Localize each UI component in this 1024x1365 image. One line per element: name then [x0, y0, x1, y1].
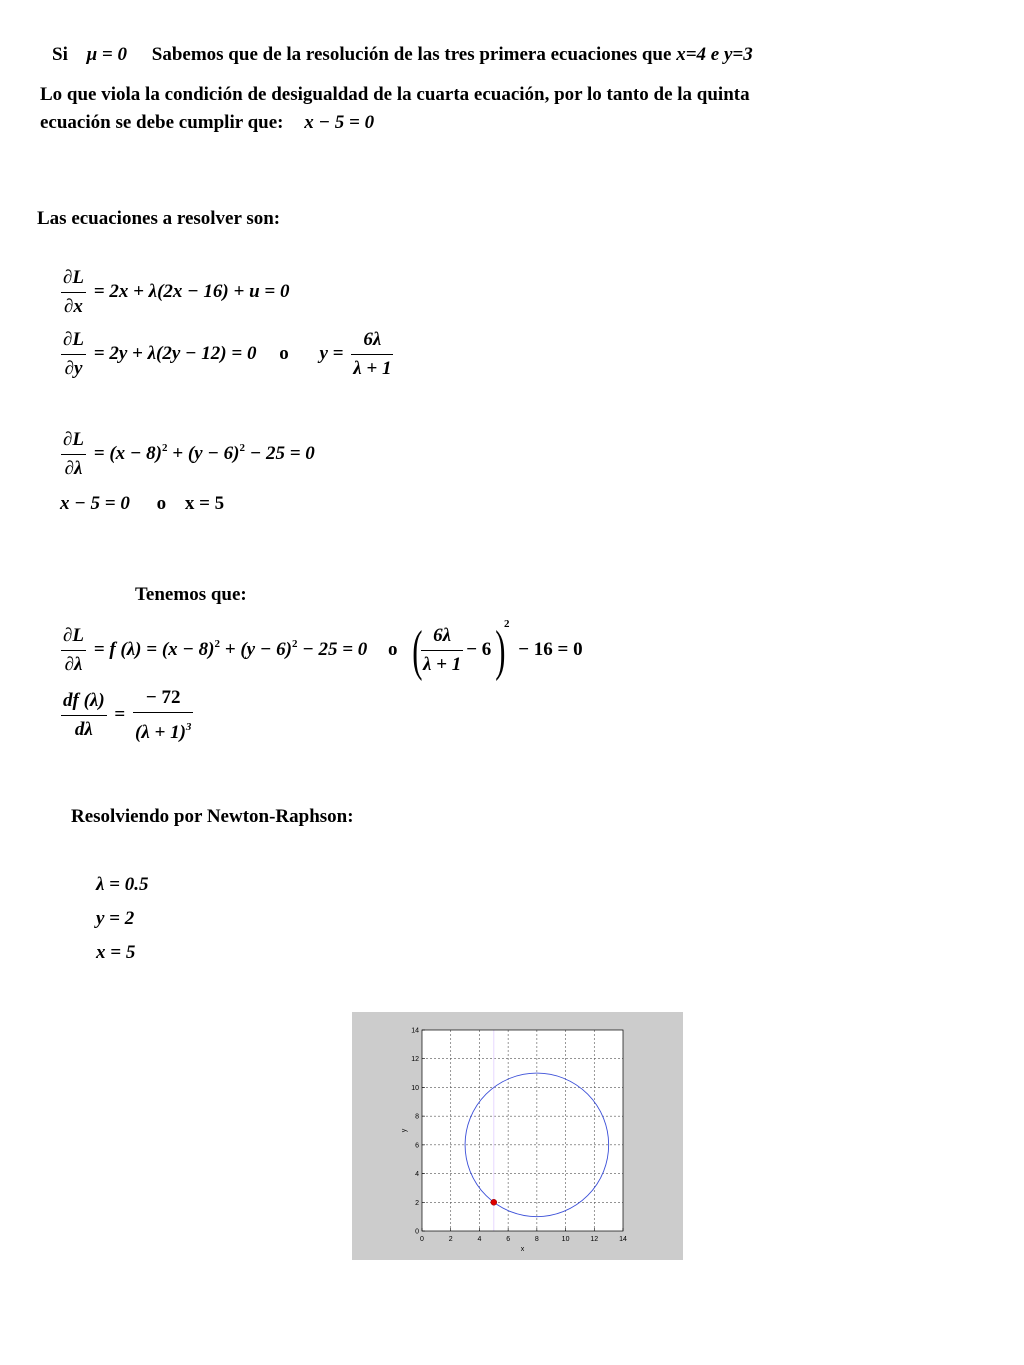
x-tick-label: 10: [561, 1236, 570, 1243]
fraction-dL-dy: [61, 328, 86, 381]
x-tick-label: 12: [590, 1236, 599, 1243]
frac-num: ∂L: [61, 266, 86, 293]
frac-den: dλ: [74, 719, 93, 740]
den-text: (λ + 1): [135, 722, 186, 743]
mu-equation: μ = 0: [86, 44, 128, 65]
fraction-dL-dlambda-2: [61, 624, 86, 677]
equation-f-lambda: [58, 618, 583, 682]
result-x: x = 5: [96, 942, 136, 963]
x-tick-label: 8: [534, 1236, 539, 1243]
x-tick-label: 14: [619, 1236, 627, 1243]
or-word: o: [388, 639, 398, 660]
frac-num: ∂L: [61, 428, 86, 455]
si-text: Si: [52, 44, 68, 65]
minus-sixteen: − 16 = 0: [518, 639, 583, 660]
or-word: o: [156, 493, 167, 514]
exponent: 2: [214, 638, 220, 650]
eq3-rhs-a: = (x − 8): [93, 442, 162, 464]
frac-num: ∂L: [61, 624, 86, 651]
section-title-ecuaciones: Las ecuaciones a resolver son:: [37, 208, 281, 229]
frac-num: 6λ: [421, 624, 463, 651]
frac-den: [133, 713, 193, 745]
equation-derivative: [58, 686, 196, 745]
left-paren: (: [412, 619, 423, 682]
f-rhs-c: − 25 = 0: [302, 639, 368, 660]
x-tick-label: 0: [420, 1236, 424, 1243]
exponent: 2: [291, 638, 298, 650]
exponent: 3: [185, 721, 192, 733]
x-axis-label: x: [520, 1246, 525, 1253]
y-tick-label: 2: [415, 1199, 419, 1207]
frac-num: ∂L: [61, 328, 86, 355]
frac-den: ∂y: [64, 358, 83, 379]
fraction-minus72: [133, 686, 193, 745]
eq4-alt: x = 5: [184, 493, 225, 514]
eq2-rhs: = 2y + λ(2y − 12) = 0: [93, 342, 257, 364]
x-tick-label: 6: [506, 1236, 511, 1243]
equation-dL-dy: [58, 328, 396, 381]
plot-area: [422, 1030, 623, 1231]
fraction-6lambda: [351, 328, 393, 381]
frac-den: ∂λ: [64, 654, 83, 676]
exponent: 2: [162, 441, 168, 454]
y-tick-label: 14: [411, 1027, 419, 1035]
solution-point: [491, 1199, 497, 1205]
y-equals: y =: [319, 342, 344, 364]
eq3-rhs-b: + (y − 6): [172, 442, 240, 464]
frac-num: 6λ: [351, 328, 393, 355]
equation-x-minus-5: [60, 493, 224, 515]
equation-dL-dx: [58, 266, 289, 319]
or-word: o: [279, 342, 289, 364]
frac-den: λ + 1: [422, 654, 462, 676]
plot-figure: [352, 1012, 683, 1260]
intro-line-1: [52, 44, 753, 66]
f-rhs-a: = f (λ) = (x − 8): [93, 639, 215, 660]
xy-values: x=4 e y=3: [676, 44, 753, 65]
y-tick-label: 10: [411, 1084, 419, 1092]
f-rhs-b: + (y − 6): [224, 639, 292, 660]
y-tick-label: 4: [415, 1171, 419, 1179]
frac-den: ∂x: [64, 296, 83, 317]
fraction-6lambda-2: [421, 624, 463, 677]
y-axis-label: y: [401, 1128, 408, 1133]
y-tick-label: 8: [415, 1113, 419, 1121]
circle-plot: [352, 1012, 683, 1260]
right-paren: ): [495, 619, 506, 682]
frac-num: − 72: [133, 686, 193, 713]
x-tick-label: 2: [448, 1236, 453, 1243]
eq4: x − 5 = 0: [60, 493, 130, 514]
section-title-tenemos: Tenemos que:: [135, 584, 247, 605]
y-tick-label: 12: [411, 1056, 419, 1064]
equals-sign: =: [114, 703, 126, 725]
intro-line-3: [40, 112, 374, 134]
fraction-dL-dx: [61, 266, 86, 319]
fraction-dL-dlambda: [61, 428, 86, 481]
condition-equation: x − 5 = 0: [304, 112, 375, 133]
exponent: 2: [239, 441, 245, 454]
eq3-rhs-c: − 25 = 0: [249, 442, 315, 464]
frac-den: λ + 1: [353, 358, 392, 379]
intro-line-3-text: ecuación se debe cumplir que:: [40, 112, 284, 133]
equation-dL-dlambda: [58, 428, 315, 481]
sabemos-text: Sabemos que de la resolución de las tres primera ecuaciones que: [151, 44, 672, 65]
intro-line-2: Lo que viola la condición de desigualdad de la cuarta ecuación, por lo tanto de la quinta: [40, 84, 750, 105]
y-tick-label: 6: [415, 1142, 419, 1150]
x-tick-label: 4: [477, 1236, 482, 1243]
eq1-rhs: = 2x + λ(2x − 16) + u = 0: [93, 280, 290, 302]
result-lambda: λ = 0.5: [96, 874, 149, 895]
y-tick-label: 0: [415, 1228, 419, 1236]
result-y: y = 2: [96, 908, 135, 929]
section-title-newton: Resolviendo por Newton-Raphson:: [71, 806, 354, 827]
exponent: 2: [503, 618, 510, 630]
frac-den: ∂λ: [64, 458, 83, 479]
fraction-df-dlambda: [61, 689, 107, 742]
frac-num: df (λ): [61, 689, 107, 716]
minus-six: − 6: [466, 639, 492, 660]
